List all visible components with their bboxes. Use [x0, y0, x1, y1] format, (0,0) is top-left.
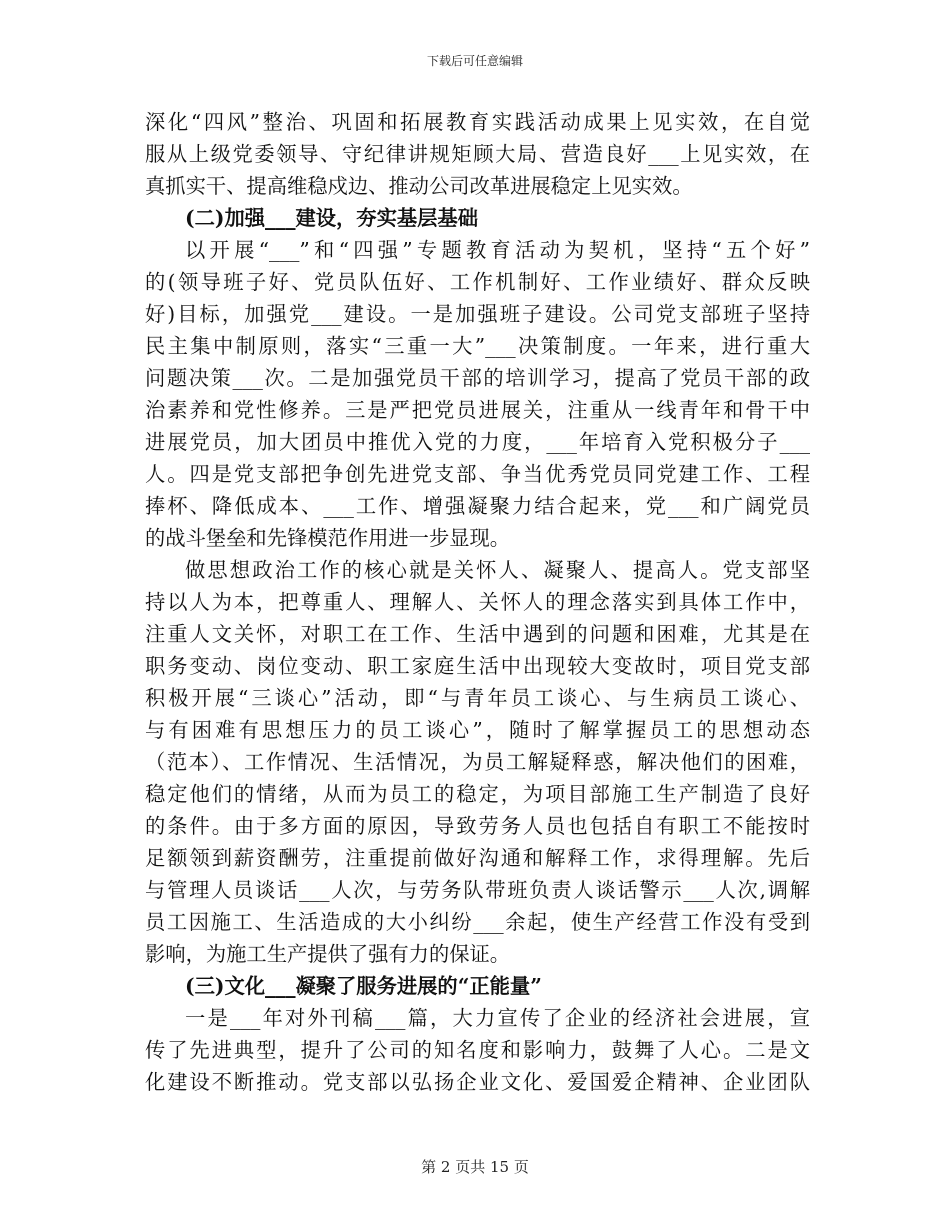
text-line: 化建设不断推动。党支部以弘扬企业文化、爱国爱企精神、企业团队	[145, 1070, 810, 1094]
text-line: 好)目标，加强党___建设。一是加强班子建设。公司党支部班子坚持	[145, 302, 810, 326]
text-line: 人。四是党支部把争创先进党支部、争当优秀党员同党建工作、工程	[145, 462, 810, 486]
text-line: 进展党员，加大团员中推优入党的力度，___年培育入党积极分子___	[145, 430, 810, 454]
text-line: 真抓实干、提高维稳戍边、推动公司改革进展稳定上见实效。	[145, 174, 693, 198]
text-line: 与管理人员谈话___人次，与劳务队带班负责人谈话警示___人次,调解	[145, 878, 810, 902]
text-line: 持以人为本，把尊重人、理解人、关怀人的理念落实到具体工作中，	[145, 590, 810, 614]
section-heading: (三)文化___凝聚了服务进展的“正能量”	[185, 974, 542, 998]
text-line: 与有困难有思想压力的员工谈心”，随时了解掌握员工的思想动态	[145, 718, 810, 742]
text-line: 的(领导班子好、党员队伍好、工作机制好、工作业绩好、群众反映	[145, 270, 810, 294]
text-line: 员工因施工、生活造成的大小纠纷___余起，使生产经营工作没有受到	[145, 910, 810, 934]
text-line: 治素养和党性修养。三是严把党员进展关，注重从一线青年和骨干中	[145, 398, 810, 422]
text-line: 一是___年对外刊稿___篇，大力宣传了企业的经济社会进展，宣	[185, 1006, 810, 1030]
document-body	[145, 106, 810, 1098]
text-line: 的战斗堡垒和先锋模范作用进一步显现。	[145, 526, 511, 550]
text-line: 职务变动、岗位变动、职工家庭生活中出现较大变故时，项目党支部	[145, 654, 810, 678]
page-footer: 第 2 页共 15 页	[421, 1158, 529, 1176]
text-line: （范本）、工作情况、生活情况，为员工解疑释惑，解决他们的困难，	[145, 750, 810, 774]
text-line: 稳定他们的情绪，从而为员工的稳定，为项目部施工生产制造了良好	[145, 782, 810, 806]
text-line: 深化“四风”整治、巩固和拓展教育实践活动成果上见实效，在自觉	[145, 110, 810, 134]
text-line: 的条件。由于多方面的原因，导致劳务人员也包括自有职工不能按时	[145, 814, 810, 838]
text-line: 捧杯、降低成本、___工作、增强凝聚力结合起来，党___和广阔党员	[145, 494, 810, 518]
page-header: 下载后可任意编辑	[426, 54, 523, 68]
text-line: 民主集中制原则，落实“三重一大”___决策制度。一年来，进行重大	[145, 334, 810, 358]
section-heading: (二)加强___建设，夯实基层基础	[185, 206, 478, 230]
text-line: 足额领到薪资酬劳，注重提前做好沟通和解释工作，求得理解。先后	[145, 846, 810, 870]
text-line: 问题决策___次。二是加强党员干部的培训学习，提高了党员干部的政	[145, 366, 810, 390]
text-line: 服从上级党委领导、守纪律讲规矩顾大局、营造良好___上见实效，在	[145, 142, 810, 166]
text-line: 影响，为施工生产提供了强有力的保证。	[145, 942, 511, 966]
text-line: 做思想政治工作的核心就是关怀人、凝聚人、提高人。党支部坚	[185, 558, 810, 582]
text-line: 注重人文关怀，对职工在工作、生活中遇到的问题和困难，尤其是在	[145, 622, 810, 646]
text-line: 以开展“___”和“四强”专题教育活动为契机，坚持“五个好”	[185, 238, 810, 262]
text-line: 积极开展“三谈心”活动，即“与青年员工谈心、与生病员工谈心、	[145, 686, 810, 710]
text-line: 传了先进典型，提升了公司的知名度和影响力，鼓舞了人心。二是文	[145, 1038, 810, 1062]
